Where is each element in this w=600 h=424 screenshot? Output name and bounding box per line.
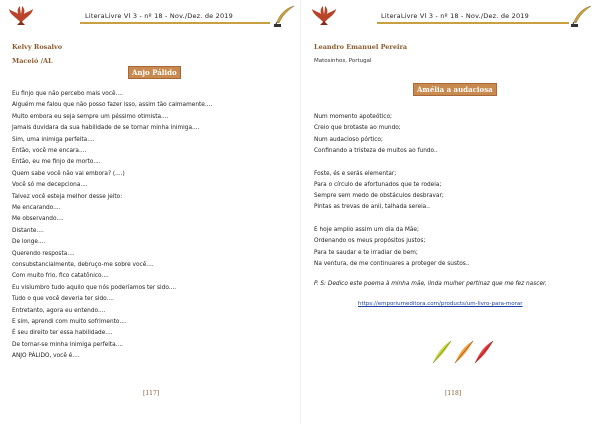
author-name: Leandro Emanuel Pereira	[314, 43, 408, 51]
emblem-icon	[311, 5, 337, 27]
quill-icon	[569, 4, 593, 28]
poem-line: Ordenando os meus propósitos justos;	[314, 238, 426, 245]
poem-line: Me observando....	[12, 216, 64, 223]
poem-line: De longe....	[12, 239, 46, 246]
poem-line: Jamais duvidara da sua habilidade de se tornar minha inimiga....	[12, 125, 200, 132]
poem-line: Muito embora eu seja sempre um péssimo otimista....	[12, 113, 169, 120]
page-number: [118]	[445, 390, 462, 397]
poem-line: Num audacioso pórtico;	[314, 136, 383, 143]
poem-title: Anjo Pálido	[128, 66, 181, 79]
poem-line: Sim, uma inimiga perfeita....	[12, 136, 95, 143]
poem-line: ANJO PÁLIDO, você é....	[12, 353, 80, 360]
ps-note: P. S: Dedico este poema à minha mãe, linda mulher pertinaz que me fez nascer.	[314, 281, 547, 287]
author-place: Matosinhos, Portugal	[314, 58, 372, 64]
header-rule	[377, 22, 569, 24]
poem-line: Na ventura, de me continuares a proteger de sustos..	[314, 260, 470, 267]
feathers-illustration	[429, 335, 497, 365]
poem-line: Então, você me encara....	[12, 148, 87, 154]
poem-line: Me encarando....	[12, 205, 61, 211]
header-text: LiteraLivre Vl 3 - nº 18 - Nov./Dez. de 2019	[381, 12, 529, 20]
poem-line: Quem sabe você não vai embora? (....)	[12, 170, 125, 177]
poem-line: Talvez você esteja melhor desse jeito:	[12, 193, 123, 200]
header-rule	[80, 22, 270, 24]
poem-line: Então, eu me finjo de morto....	[12, 159, 101, 166]
author-name: Kelvy Rosalvo	[12, 43, 63, 51]
quill-icon	[272, 4, 296, 28]
poem-line: É seu direito ter essa habilidade....	[12, 330, 113, 337]
poem-line: Entretanto, agora eu entendo....	[12, 307, 106, 314]
poem-line: De tornar-se minha inimiga perfeita....	[12, 341, 124, 348]
poem-line: Confinando a tristeza de muitos ao fundo..	[314, 147, 438, 154]
poem-line: Tudo o que você deveria ter sido....	[12, 296, 114, 303]
poem-line: Querendo resposta....	[12, 250, 75, 257]
poem-line: Pintas as trevas de anil, talhada sereia..	[314, 204, 430, 211]
poem-line: E hoje amplio assim um dia da Mãe;	[314, 227, 419, 233]
poem-line: E sim, aprendi com muito sofrimento....	[12, 319, 127, 325]
poem-title: Amélia a audaciosa	[413, 83, 497, 96]
poem-line: Para te saudar e te irradiar de bem;	[314, 249, 418, 256]
poem-line: Com muito frio, fico catatônico....	[12, 273, 109, 280]
poem-line: Alguém me falou que não posso fazer isso, assim tão calmamente....	[12, 102, 213, 109]
poem-line: Distante....	[12, 227, 44, 234]
poem-body	[12, 91, 292, 361]
book-link[interactable]: https://emporiumeditora.com/products/um-livro-para-morar	[358, 301, 523, 307]
emblem-icon	[8, 5, 34, 27]
poem-line: Eu finjo que não percebo mais você....	[12, 91, 123, 97]
poem-line: Sempre sem medo de obstáculos desbravar;	[314, 193, 444, 200]
poem-line: Você só me decepciona....	[12, 182, 88, 189]
page-number: [117]	[143, 390, 160, 397]
poem-line: Num momento apoteótico;	[314, 114, 392, 120]
poem-body	[314, 114, 594, 274]
poem-line: Eu vislumbro tudo aquilo que nós poderíamos ter sido....	[12, 284, 177, 291]
header-text: LiteraLivre Vl 3 - nº 18 - Nov./Dez. de 2019	[85, 12, 233, 20]
poem-line: Foste, és e serás elementar;	[314, 170, 397, 177]
right-page	[300, 0, 600, 424]
poem-line: consubstancialmente, debruço-me sobre você....	[12, 262, 154, 268]
poem-line: Creio que brotaste ao mundo;	[314, 125, 401, 132]
poem-line: Para o círculo de afortunados que te rodeia;	[314, 181, 442, 188]
author-place: Maceió /AL	[12, 57, 53, 65]
